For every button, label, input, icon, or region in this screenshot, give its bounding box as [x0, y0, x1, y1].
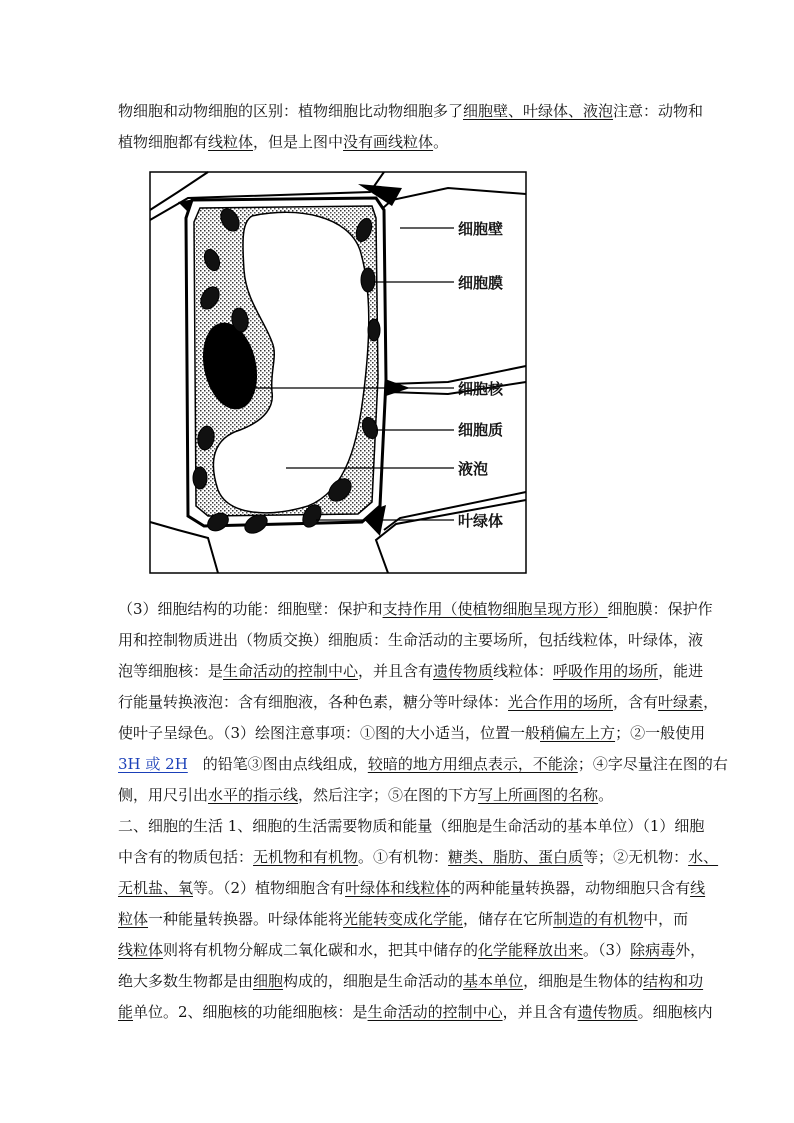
underlined-term: 遗传物质: [433, 662, 494, 680]
text-run: 单位。2、细胞核的功能细胞核：是: [133, 1003, 368, 1021]
text-line: [118, 842, 719, 873]
underlined-term: 生命活动的控制中心: [367, 1003, 503, 1021]
underlined-term: 化学能释放出来: [478, 941, 584, 959]
underlined-term: 细胞: [253, 972, 284, 990]
text-run: 的铅笔③图由点线组成，: [187, 755, 368, 773]
underlined-term: 3H 或 2H: [118, 755, 188, 773]
underlined-term: 生命活动的控制中心: [223, 662, 359, 680]
underlined-term: 制造的有机物: [553, 910, 644, 928]
text-run: 的两种能量转换器，动物细胞只含有: [450, 879, 691, 897]
text-run: 中，而: [643, 910, 689, 928]
text-run: ，能进: [658, 662, 704, 680]
underlined-term: 叶绿体和线粒体: [345, 879, 451, 897]
text-run: 注意：动物和: [613, 102, 704, 120]
label-nucleus: 细胞核: [458, 380, 504, 398]
text-run: 外，: [675, 941, 706, 959]
underlined-term: 支持作用（使植物细胞呈现方形）: [382, 600, 608, 618]
text-run: 植物细胞都有: [118, 133, 209, 151]
label-cell-membrane: 细胞膜: [458, 274, 504, 292]
underlined-term: 写上所画图的名称: [478, 786, 599, 804]
text-run: 细胞膜：保护作: [607, 600, 713, 618]
text-line: [118, 625, 704, 656]
underlined-term: 遗传物质: [577, 1003, 638, 1021]
text-run: 一种能量转换器。叶绿体能将: [148, 910, 344, 928]
text-run: ，细胞是生物体的: [523, 972, 644, 990]
text-line: [118, 780, 680, 811]
underlined-term: 能: [118, 1003, 134, 1021]
text-run: ；④字尽量注在图的右: [577, 755, 728, 773]
text-run: 构成的，细胞是生命活动的: [283, 972, 464, 990]
underlined-term: 较暗的地方用细点表示，不能涂: [367, 755, 578, 773]
underlined-term: 无机盐、氧: [118, 879, 194, 897]
text-run: ，并且含有: [358, 662, 434, 680]
text-run: ，: [703, 693, 719, 711]
text-run: ，但是上图中: [253, 133, 344, 151]
text-run: 等；②无机物：: [583, 848, 689, 866]
underlined-term: 水、: [688, 848, 719, 866]
underlined-term: 光合作用的场所: [508, 693, 614, 711]
underlined-term: 糖类、脂肪、蛋白质: [448, 848, 584, 866]
underlined-term: 线粒体: [208, 133, 254, 151]
text-run: 侧，用尺引出: [118, 786, 209, 804]
text-run: 泡等细胞核：是: [118, 662, 224, 680]
label-chloroplast: 叶绿体: [458, 512, 504, 530]
underlined-term: 基本单位: [463, 972, 524, 990]
text-run: 。细胞核内: [637, 1003, 713, 1021]
underlined-term: 细胞壁、叶绿体、液泡: [463, 102, 614, 120]
text-line: [118, 687, 719, 718]
text-run: 行能量转换液泡：含有细胞液，各种色素，糖分等叶绿体：: [118, 693, 509, 711]
label-cell-wall: 细胞壁: [458, 220, 504, 238]
text-run: 。: [433, 133, 449, 151]
text-run: ；②一般使用: [615, 724, 706, 742]
underlined-term: 稍偏左上方: [540, 724, 616, 742]
text-line: [118, 749, 728, 780]
intro-paragraph: [118, 96, 704, 158]
text-run: 二、细胞的生活 1、细胞的生活需要物质和能量（细胞是生命活动的基本单位）（1）细胞: [118, 817, 705, 835]
text-run: 绝大多数生物都是由: [118, 972, 254, 990]
underlined-term: 叶绿素: [658, 693, 704, 711]
text-run: 物细胞和动物细胞的区别：植物细胞比动物细胞多了: [118, 102, 464, 120]
underlined-term: 线粒体: [118, 941, 164, 959]
text-line: [118, 997, 713, 1028]
text-run: 则将有机物分解成二氧化碳和水，把其中储存的: [163, 941, 479, 959]
text-line: [118, 873, 706, 904]
label-vacuole: 液泡: [458, 460, 489, 478]
text-line: [118, 594, 713, 625]
text-run: 等。（2）植物细胞含有: [193, 879, 346, 897]
text-line: [118, 96, 704, 127]
text-run: 使叶子呈绿色。（3）绘图注意事项：①图的大小适当，位置一般: [118, 724, 541, 742]
text-run: ，含有: [613, 693, 659, 711]
underlined-term: 光能转变成化学能: [343, 910, 464, 928]
underlined-term: 呼吸作用的场所: [553, 662, 659, 680]
underlined-term: 水平的指示线: [208, 786, 299, 804]
underlined-term: 无机物和有机物: [253, 848, 359, 866]
text-line: [118, 718, 706, 749]
underlined-term: 除病毒: [630, 941, 676, 959]
underlined-term: 结构和功: [643, 972, 704, 990]
text-line: [118, 935, 706, 966]
text-line: [118, 656, 704, 687]
text-line: [118, 127, 680, 158]
label-cytoplasm: 细胞质: [458, 421, 504, 439]
text-run: ，储存在它所: [463, 910, 554, 928]
text-line: [118, 966, 704, 997]
text-run: 线粒体：: [493, 662, 554, 680]
text-run: 用和控制物质进出（物质交换）细胞质：生命活动的主要场所，包括线粒体，叶绿体，液: [118, 631, 704, 649]
text-run: （3）细胞结构的功能：细胞壁：保护和: [118, 600, 383, 618]
underlined-term: 线: [690, 879, 706, 897]
text-run: 。（3）: [583, 941, 631, 959]
text-run: 中含有的物质包括：: [118, 848, 254, 866]
text-run: ，然后注字；⑤在图的下方: [298, 786, 479, 804]
text-line: [118, 811, 705, 842]
underlined-term: 粒体: [118, 910, 149, 928]
body-paragraph: [118, 594, 728, 1028]
text-run: 。①有机物：: [358, 848, 449, 866]
underlined-term: 没有画线粒体: [343, 133, 434, 151]
text-run: 。: [598, 786, 614, 804]
text-line: [118, 904, 689, 935]
text-run: ，并且含有: [502, 1003, 578, 1021]
